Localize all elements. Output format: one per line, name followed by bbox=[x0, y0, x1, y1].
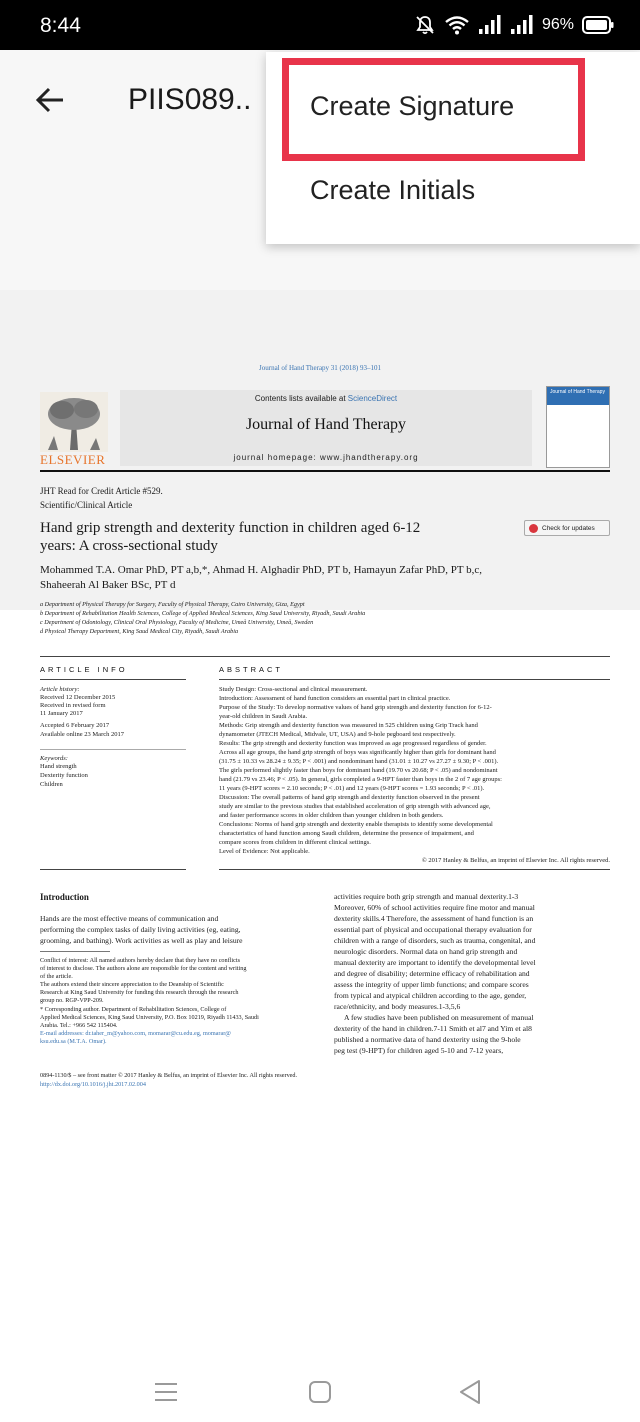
affiliation-a: a Department of Physical Therapy for Surgery, Faculty of Physical Therapy, Cairo University, Giza, Egypt bbox=[40, 601, 305, 608]
create-initials-menu-item[interactable]: Create Initials bbox=[310, 174, 476, 205]
abstract-label: ABSTRACT bbox=[219, 665, 284, 674]
history-line: Received in revised form bbox=[40, 702, 106, 709]
affiliation-c: c Department of Odontology, Clinical Oral Physiology, Faculty of Medicine, Umeå University, Umeå, Sweden bbox=[40, 619, 314, 626]
crossmark-icon bbox=[529, 524, 538, 533]
body-line: manual dexterity are important to identify the developmental level bbox=[334, 958, 536, 967]
abstract-line: Study Design: Cross-sectional and clinical measurement. bbox=[219, 686, 368, 693]
home-icon bbox=[308, 1380, 332, 1404]
affiliation-d: d Physical Therapy Department, King Saud Medical City, Riyadh, Saudi Arabia bbox=[40, 628, 239, 635]
body-line: activities require both grip strength and manual dexterity.1-3 bbox=[334, 892, 519, 901]
body-line: dexterity skills.4 Therefore, the assessment of hand function is an bbox=[334, 914, 534, 923]
journal-header bbox=[120, 390, 532, 466]
abstract-line: Level of Evidence: Not applicable. bbox=[219, 848, 310, 855]
history-line: Received 12 December 2015 bbox=[40, 694, 116, 701]
back-button[interactable] bbox=[26, 76, 74, 124]
signal-icon bbox=[510, 14, 534, 36]
journal-reference: Journal of Hand Therapy 31 (2018) 93–101 bbox=[259, 364, 381, 372]
abstract-line: Methods: Grip strength and dexterity function was measured in 525 children using Grip Track hand bbox=[219, 722, 478, 729]
status-time: 8:44 bbox=[40, 14, 81, 37]
copyright-line: © 2017 Hanley & Belfus, an imprint of Elsevier Inc. All rights reserved. bbox=[421, 857, 610, 864]
issn-line: 0894-1130/$ – see front matter © 2017 Hanley & Belfus, an imprint of Elsevier Inc. All rights reserved. bbox=[40, 1072, 298, 1079]
header-rule bbox=[40, 470, 610, 472]
authors-line-1: Mohammed T.A. Omar PhD, PT a,b,*, Ahmad H. Alghadir PhD, PT b, Hamayun Zafar PhD, PT b,c, bbox=[40, 564, 483, 576]
recent-apps-button[interactable] bbox=[142, 1368, 190, 1416]
intro-line: performing the complex tasks of daily living activities (eg, eating, bbox=[40, 925, 241, 934]
home-button[interactable] bbox=[296, 1368, 344, 1416]
abstract-line: Introduction: Assessment of hand function considers an essential part in clinical practice. bbox=[219, 695, 451, 702]
body-line: essential part of physical and occupational therapy evaluation for bbox=[334, 925, 532, 934]
history-line: Accepted 6 February 2017 bbox=[40, 722, 110, 729]
keyword: Dexterity function bbox=[40, 772, 88, 779]
article-info-label: ARTICLE INFO bbox=[40, 665, 128, 674]
body-line: peg test (9-HPT) for children aged 5-10 and 7-12 years, bbox=[334, 1046, 504, 1055]
intro-line: Hands are the most effective means of communication and bbox=[40, 914, 219, 923]
abstract-line: The girls performed slightly faster than boys for dominant hand (19.70 vs 20.68; P < .05) and nondominant bbox=[219, 767, 498, 774]
body-line: race/ethnicity, and body measures.1-3,5,6 bbox=[334, 1002, 461, 1011]
journal-homepage[interactable]: journal homepage: www.jhandtherapy.org bbox=[233, 453, 419, 462]
abstract-line: dynamometer (JTECH Medical, Midvale, UT, USA) and 9-hole pegboard test respectively. bbox=[219, 731, 456, 738]
history-label: Article history: bbox=[40, 686, 80, 693]
email-line[interactable]: ksu.edu.sa (M.T.A. Omar). bbox=[40, 1038, 107, 1045]
body-line: and degree of disability; determine efficacy of rehabilitation and bbox=[334, 969, 530, 978]
check-for-updates-button[interactable] bbox=[524, 520, 610, 536]
pdf-page-content bbox=[0, 320, 640, 1180]
keyword: Hand strength bbox=[40, 763, 77, 770]
body-line: assess the integrity of upper limb functions; and compare scores bbox=[334, 980, 529, 989]
body-line: children with a range of disorders, such as trauma, congenital, and bbox=[334, 936, 536, 945]
keywords-label: Keywords: bbox=[40, 755, 68, 762]
system-nav-bar bbox=[0, 1360, 640, 1422]
article-category: Scientific/Clinical Article bbox=[40, 500, 133, 510]
cover-title: Journal of Hand Therapy bbox=[547, 387, 609, 405]
contents-line bbox=[120, 394, 532, 403]
divider bbox=[40, 749, 186, 750]
wifi-icon bbox=[444, 14, 470, 36]
article-title-line-2: years: A cross-sectional study bbox=[40, 538, 218, 554]
series-line: JHT Read for Credit Article #529. bbox=[40, 486, 163, 496]
doi-link[interactable]: http://dx.doi.org/10.1016/j.jht.2017.02.004 bbox=[40, 1081, 146, 1088]
system-back-button[interactable] bbox=[446, 1368, 494, 1416]
footnote-line: The authors extend their sincere appreciation to the Deanship of Scientific bbox=[40, 981, 224, 988]
body-line: published a normative data of hand dexterity using the 9-hole bbox=[334, 1035, 521, 1044]
footnote-line: Research at King Saud University for funding this research through the research bbox=[40, 989, 239, 996]
footnote-line: Arabia. Tel.: +966 542 115404. bbox=[40, 1022, 118, 1029]
intro-line: grooming, and bathing). Work activities as well as play and leisure bbox=[40, 936, 243, 945]
abstract-line: Results: The grip strength and dexterity function was improved as age progressed regardless of gender. bbox=[219, 740, 487, 747]
check-updates-label: Check for updates bbox=[542, 524, 595, 532]
keyword: Children bbox=[40, 781, 63, 788]
divider bbox=[219, 679, 610, 680]
footnote-line: group no. RGP-VPP-209. bbox=[40, 997, 104, 1004]
email-line[interactable]: E-mail addresses: dr.taher_m@yahoo.com, momarar@cu.edu.eg, momarar@ bbox=[40, 1030, 231, 1037]
contents-prefix: Contents lists available at bbox=[254, 394, 348, 403]
signature-popup-menu bbox=[266, 52, 640, 244]
battery-percent: 96% bbox=[541, 16, 574, 33]
signal-icon bbox=[478, 14, 502, 36]
divider bbox=[219, 869, 610, 870]
abstract-line: and faster performance scores in older children than younger children in both genders. bbox=[219, 812, 444, 819]
abstract-line: study are similar to the previous studies that established acceleration of grip strength with advanced age, bbox=[219, 803, 491, 810]
recent-apps-icon bbox=[153, 1380, 179, 1404]
footnote-line: * Corresponding author. Department of Rehabilitation Sciences, College of bbox=[40, 1006, 227, 1013]
history-line: Available online 23 March 2017 bbox=[40, 731, 124, 738]
footnote-line: of interest to disclose. The authors alone are responsible for the content and writing bbox=[40, 965, 247, 972]
body-line: neurologic disorders. Normal data on hand grip strength and bbox=[334, 947, 518, 956]
footnote-line: Conflict of interest: All named authors hereby declare that they have no conflicts bbox=[40, 957, 240, 964]
body-line: A few studies have been published on measurement of manual bbox=[344, 1013, 534, 1022]
divider bbox=[40, 869, 186, 870]
history-line: 11 January 2017 bbox=[40, 710, 83, 717]
status-bar bbox=[0, 0, 640, 50]
footnote-line: Applied Medical Sciences, King Saud University, P.O. Box 10219, Riyadh 11433, Saudi bbox=[40, 1014, 259, 1021]
abstract-line: characteristics of hand function among Saudi children, determine the presence of impairment, and bbox=[219, 830, 474, 837]
abstract-line: Conclusions: Norms of hand grip strength and dexterity enable therapists to identify some developmental bbox=[219, 821, 493, 828]
intro-heading: Introduction bbox=[40, 892, 89, 902]
abstract-line: compare scores from children in different clinical settings. bbox=[219, 839, 371, 846]
status-icons bbox=[414, 10, 614, 40]
abstract-line: 11 years (9-HPT scores = 2.10 seconds; P < .01) and 12 years (9-HPT scores = 1.93 seconds; P < .01). bbox=[219, 785, 485, 792]
authors-line-2: Shaheerah Al Baker BSc, PT d bbox=[40, 579, 176, 591]
affiliation-b: b Department of Rehabilitation Health Sciences, College of Applied Medical Sciences, King Saud University, Riyadh, Saudi Arabia bbox=[40, 610, 366, 617]
publisher-wordmark: ELSEVIER bbox=[40, 452, 106, 467]
abstract-line: hand (21.79 vs 23.46; P < .05). In general, girls completed a 9-HPT faster than boys in the 2 of 7 age groups: bbox=[219, 776, 502, 783]
journal-cover-thumbnail bbox=[546, 386, 610, 468]
journal-name: Journal of Hand Therapy bbox=[245, 416, 407, 433]
document-title: PIIS089.. bbox=[128, 83, 252, 116]
footnote-rule bbox=[40, 951, 110, 952]
abstract-line: Purpose of the Study: To develop normative values of hand grip strength and dexterity function for 6-12- bbox=[219, 704, 492, 711]
back-triangle-icon bbox=[458, 1379, 482, 1405]
body-line: dexterity of the hand in children.7-11 Smith et al7 and Yim et al8 bbox=[334, 1024, 532, 1033]
elsevier-tree-logo bbox=[40, 392, 108, 452]
sciencedirect-link[interactable]: ScienceDirect bbox=[347, 394, 398, 403]
article-title-line-1: Hand grip strength and dexterity function in children aged 6-12 bbox=[40, 520, 421, 536]
create-signature-menu-item[interactable]: Create Signature bbox=[310, 90, 515, 121]
divider bbox=[40, 679, 186, 680]
mute-bell-icon bbox=[414, 14, 436, 36]
body-line: Moreover, 60% of school activities require fine motor and manual bbox=[334, 903, 535, 912]
body-line: from typical and atypical children according to the age, gender, bbox=[334, 991, 527, 1000]
abstract-line: Across all age groups, the hand grip strength of boys was significantly higher than girls for dominant hand bbox=[219, 749, 496, 756]
abstract-line: year-old children in Saudi Arabia. bbox=[219, 713, 308, 720]
abstract-line: (31.75 ± 10.33 vs 28.24 ± 9.35; P < .001) and nondominant hand (31.01 ± 10.27 vs 27.27 ± 9.30; P < .001). bbox=[219, 758, 499, 765]
divider bbox=[40, 656, 610, 657]
arrow-left-icon bbox=[34, 86, 66, 114]
battery-icon bbox=[582, 15, 614, 35]
footnote-line: of the article. bbox=[40, 973, 73, 980]
abstract-line: Discussion: The overall patterns of hand grip strength and dexterity function observed in the present bbox=[219, 794, 480, 801]
